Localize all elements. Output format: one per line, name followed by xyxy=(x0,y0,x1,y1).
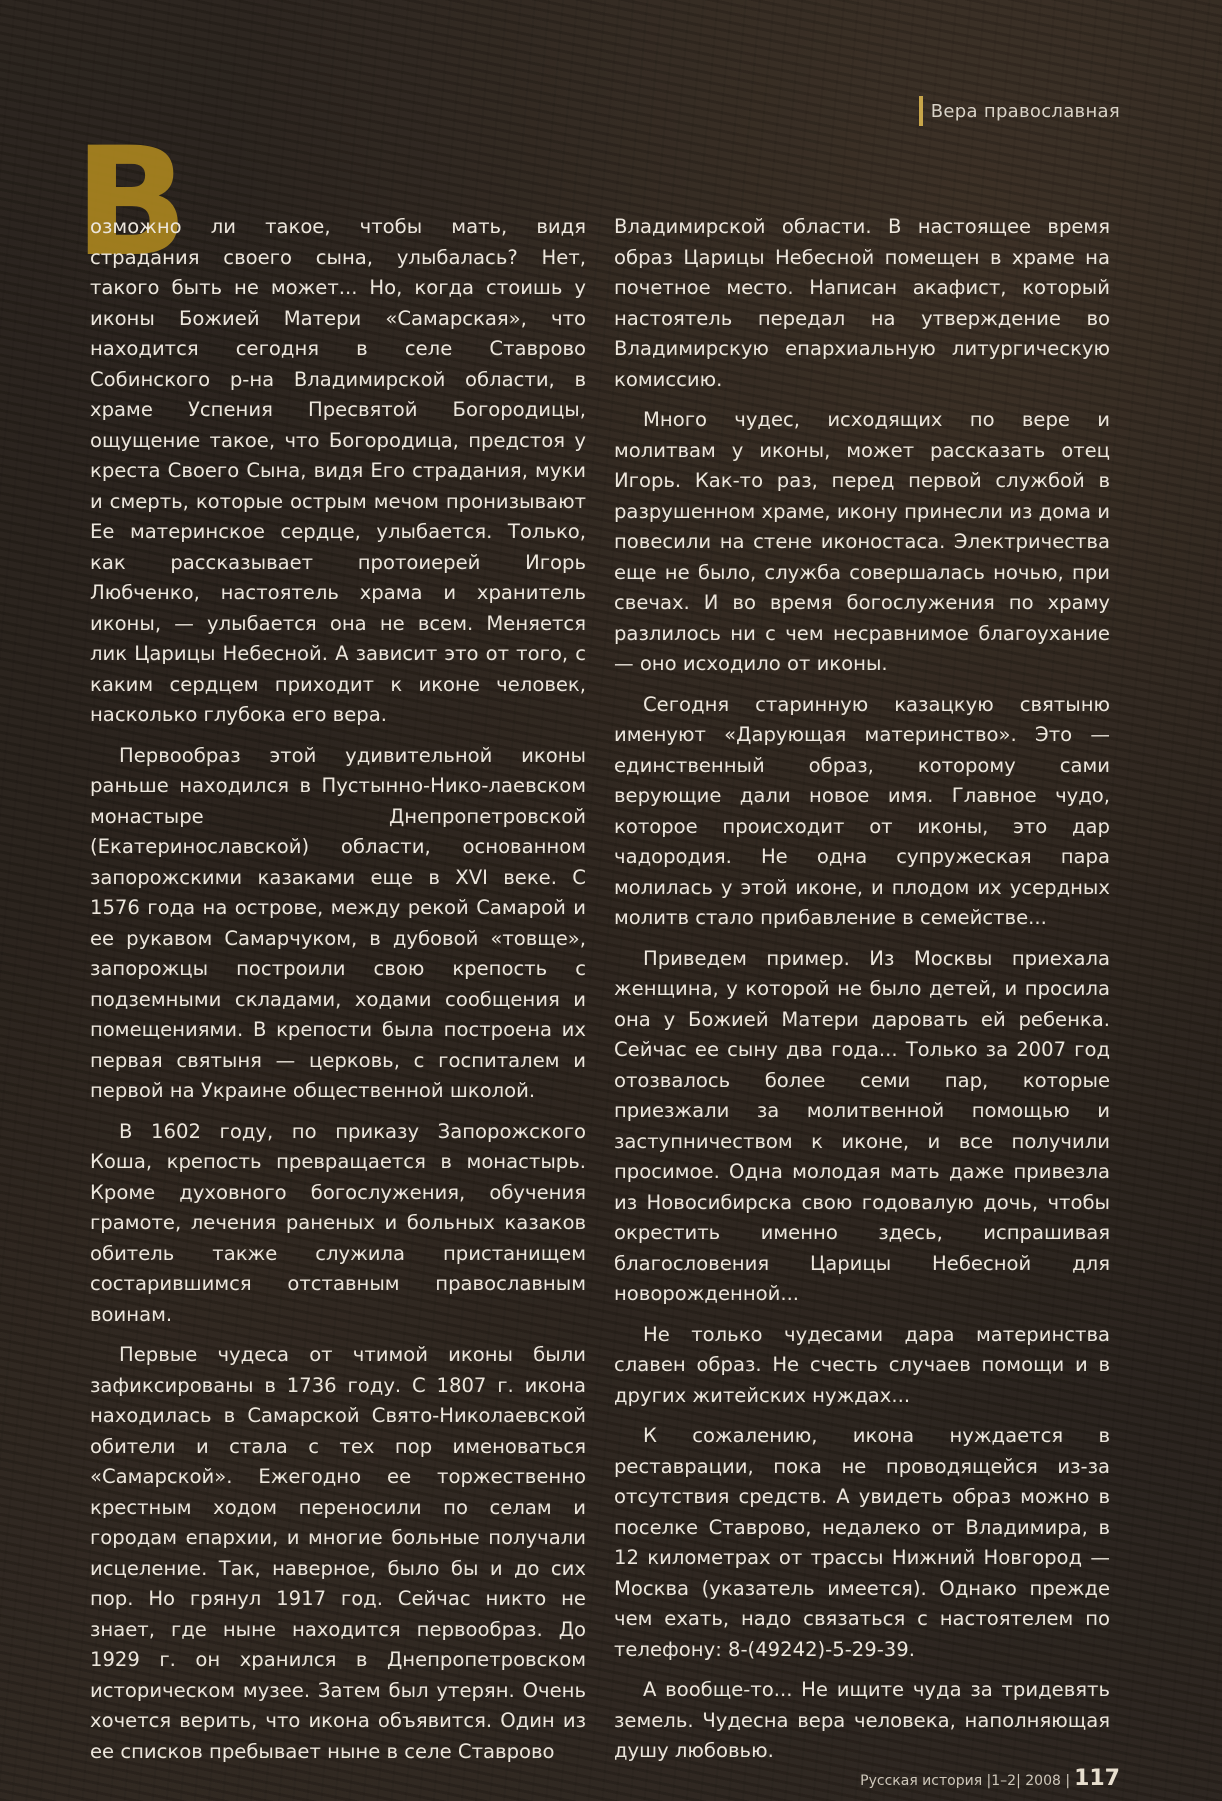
paragraph: Приведем пример. Из Москвы приехала женщина, у которой не было детей, и просила она у Божией Матери даровать ей ребенка. Сейчас ее сыну два года... Только за 2007 год отозвалось более семи пар, которые приезжали за молитвенной помощью и заступничеством к иконе, и все получили просимое. Одна молодая мать даже привезла из Новосибирска свою годовалую дочь, чтобы окрестить именно здесь, испрашивая благословения Царицы Небесной для новорожденной... xyxy=(614,946,1110,1305)
page-number: 117 xyxy=(1074,1766,1120,1791)
section-title: Вера православная xyxy=(930,100,1120,122)
paragraph: Первообраз этой удивительной иконы раньше находился в Пустынно-Нико-лаевском монастыре Днепропетровской (Екатеринославской) области, основанном запорожскими казаками еще в XVI веке. С 1576 года на острове, между рекой Самарой и ее рукавом Самарчуком, в дубовой «товще», запорожцы построили свою крепость с подземными складами, ходами сообщения и помещениями. В крепости была построена их первая святыня — церковь, с госпиталем и первой на Украине общественной школой. xyxy=(90,743,586,1102)
section-header xyxy=(919,96,1120,126)
paragraph: В 1602 году, по приказу Запорожского Коша, крепость превращается в монастырь. Кроме духовного богослужения, обучения грамоте, лечения раненых и больных казаков обитель также служила пристанищем состарившимся отставным православным воинам. xyxy=(90,1119,586,1326)
paragraph: Первые чудеса от чтимой иконы были зафиксированы в 1736 году. С 1807 г. икона находилась в Самарской Свято-Николаевской обители и стала с тех пор именоваться «Самарской». Ежегодно ее торжественно крестным ходом переносили по селам и городам епархии, и многие больные получали исцеление. Так, наверное, было бы и до сих пор. Но грянул 1917 год. Сейчас никто не знает, где ныне находится первообраз. До 1929 г. он хранился в Днепропетровском историческом музее. Затем был утерян. Очень хочется верить, что икона объявится. Один из ее списков пребывает ныне в селе Ставрово xyxy=(90,1343,586,1763)
paragraph: Много чудес, исходящих по вере и молитвам у иконы, может рассказать отец Игорь. Как-то раз, перед первой службой в разрушенном храме, икону принесли из дома и повесили на стене иконостаса. Электричества еще не было, служба совершалась ночью, при свечах. И во время богослужения по храму разлилось ни с чем несравнимое благоухание — оно исходило от иконы. xyxy=(614,408,1110,675)
magazine-issue: Русская история |1–2| 2008 | xyxy=(860,1773,1071,1789)
paragraph: А вообще-то... Не ищите чуда за тридевять земель. Чудесна вера человека, наполняющая душу любовью. xyxy=(614,1678,1110,1762)
paragraph: Сегодня старинную казацкую святыню именуют «Дарующая материнство». Это — единственный образ, которому сами верующие дали новое имя. Главное чудо, которое происходит от иконы, это дар чадородия. Не одна супружеская пара молилась у этой иконе, и плодом их усердных молитв стало прибавление в семействе... xyxy=(614,692,1110,929)
paragraph: Владимирской области. В настоящее время образ Царицы Небесной помещен в храме на почетное место. Написан акафист, который настоятель передал на утверждение во Владимирскую епархиальную литургическую комиссию. xyxy=(614,215,1110,391)
article-left-column xyxy=(90,212,586,1777)
paragraph: озможно ли такое, чтобы мать, видя страдания своего сына, улыбалась? Нет, такого быть не может... Но, когда стоишь у иконы Божией Матери «Самарская», что находится сегодня в селе Ставрово Собинского р-на Владимирской области, в храме Успения Пресвятой Богородицы, ощущение такое, что Богородица, предстоя у креста Своего Сына, видя Его страдания, муки и смерть, которые острым мечом пронизывают Ее материнское сердце, улыбается. Только, как рассказывает протоиерей Игорь Любченко, настоятель храма и хранитель иконы, — улыбается она не всем. Меняется лик Царицы Небесной. А зависит это от того, с каким сердцем приходит к иконе человек, насколько глубока его вера. xyxy=(90,215,586,726)
section-marker-bar xyxy=(919,96,923,126)
article-right-column xyxy=(614,212,1110,1777)
paragraph: Не только чудесами дара материнства славен образ. Не счесть случаев помощи и в других житейских нуждах... xyxy=(614,1322,1110,1407)
paragraph: К сожалению, икона нуждается в реставрации, пока не проводящейся из-за отсутствия средств. А увидеть образ можно в поселке Ставрово, недалеко от Владимира, в 12 километрах от трассы Нижний Новгород — Москва (указатель имеется). Однако прежде чем ехать, надо связаться с настоятелем по телефону: 8-(49242)-5-29-39. xyxy=(614,1424,1110,1661)
drop-cap: В xyxy=(74,116,189,290)
page-footer xyxy=(860,1766,1120,1791)
